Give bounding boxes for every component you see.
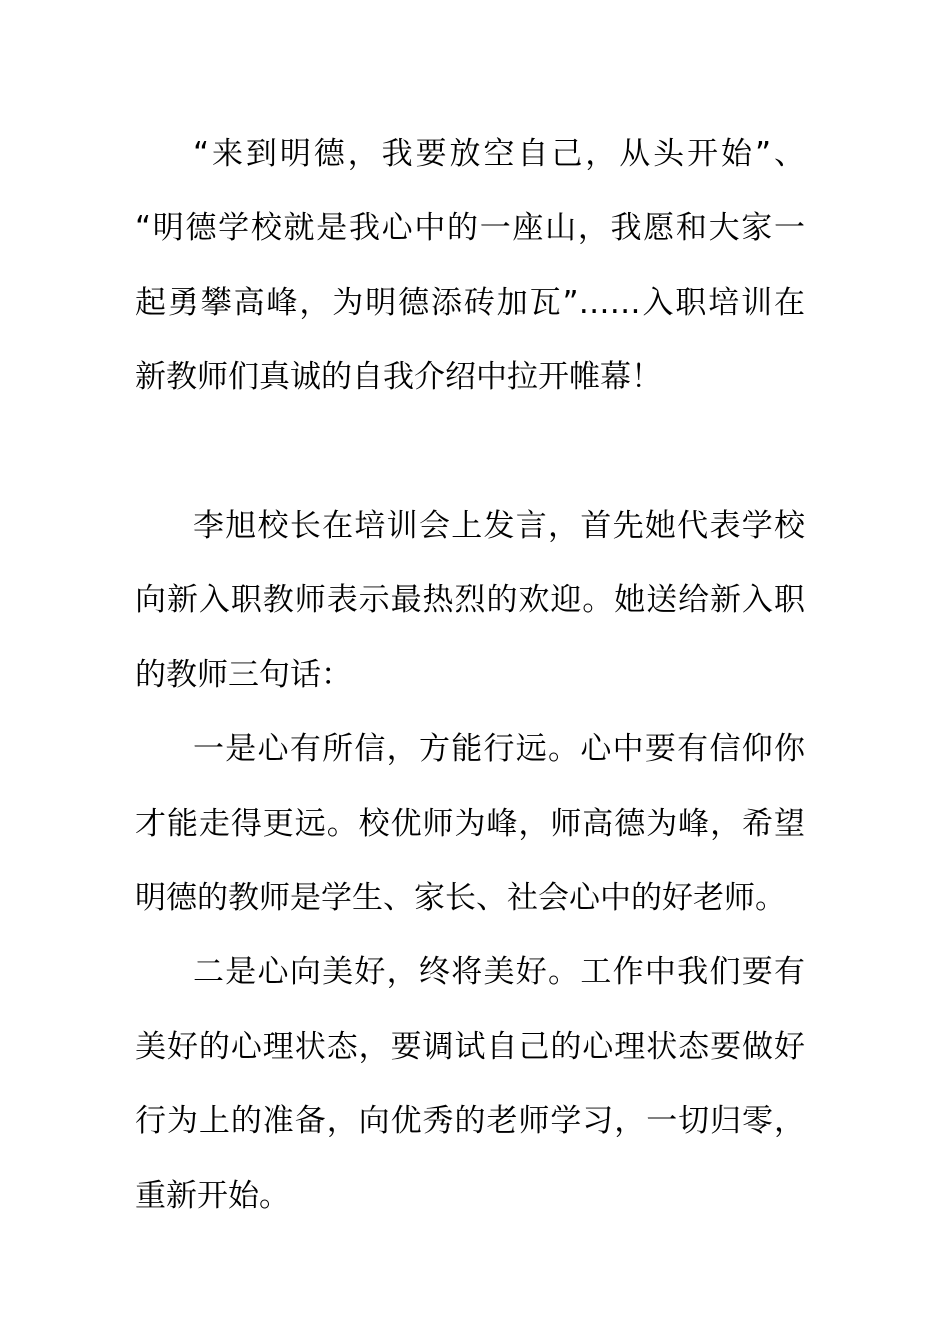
text-line: 美好的心理状态，要调试自己的心理状态要做好 [135, 1029, 805, 1065]
text-line: “明德学校就是我心中的一座山，我愿和大家一 [135, 210, 805, 246]
text-line: 的教师三句话： [135, 657, 352, 693]
text-line: “来到明德，我要放空自己，从头开始”、 [193, 136, 805, 172]
text-line: 行为上的准备，向优秀的老师学习，一切归零， [135, 1103, 805, 1139]
text-line: 一是心有所信，方能行远。心中要有信仰你 [193, 731, 805, 767]
text-line: 李旭校长在培训会上发言，首先她代表学校 [193, 508, 805, 544]
text-line: 二是心向美好，终将美好。工作中我们要有 [193, 954, 805, 990]
text-line: 向新入职教师表示最热烈的欢迎。她送给新入职 [135, 582, 805, 618]
text-line: 起勇攀高峰，为明德添砖加瓦”……入职培训在 [135, 285, 805, 321]
text-line: 明德的教师是学生、家长、社会心中的好老师。 [135, 880, 786, 916]
text-line: 重新开始。 [135, 1178, 290, 1214]
text-line: 新教师们真诚的自我介绍中拉开帷幕！ [135, 359, 662, 395]
text-line: 才能走得更远。校优师为峰，师高德为峰，希望 [135, 806, 805, 842]
